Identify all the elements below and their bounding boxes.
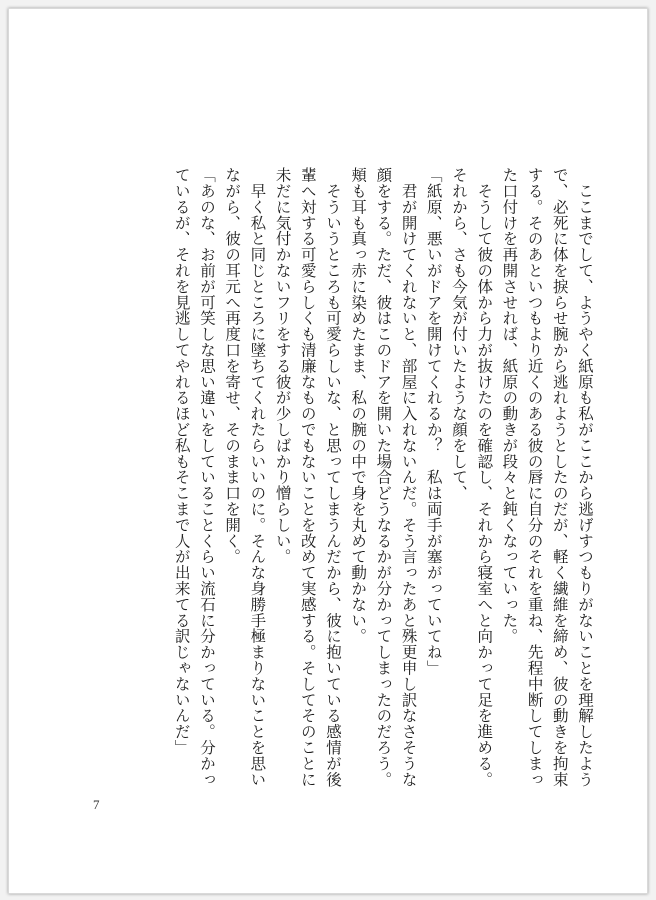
dialogue-paragraph: 「あのな、お前が可笑しな思い違いをしていることくらい流石に分かっている。分かっているが、それを見逃してやれるほど私もそこまで人が出来てる訳じゃないんだ」 — [172, 167, 216, 788]
page-number: 7 — [93, 797, 100, 812]
dialogue-paragraph: 「紙原、悪いがドアを開けてくれるか？ 私は両手が塞がっていてね」 — [424, 167, 443, 676]
paragraph: 君が開けてくれないと、部屋に入れないんだ。そう言ったあと殊更申し訳なさそうな顔をする。ただ、彼はこのドアを開いた場合どうなるかが分かってしまったのだろう。頬も耳も真っ赤に染めたまま、私の腕の中で身を丸めて動かない。 — [349, 167, 418, 788]
paragraph: 早く私と同じところに墜ちてくれたらいいのに。そんな身勝手極まりないことを思いながら、彼の耳元へ再度口を寄せ、そのまま口を開く。 — [223, 167, 267, 788]
paragraph: ここまでして、ようやく紙原も私がここから逃げすつもりがないことを理解したようで、必死に体を捩らせ腕から逃れようとしたのだが、軽く繊維を締め、彼の動きを拘束する。そのあといつもより近くのある彼の唇に自分のそれを重ね、先程中断してしまった口付けを再開させれば、紙原の動きが段々と鈍くなっていった。 — [500, 167, 594, 788]
paragraph: そういうところも可愛らしいな、と思ってしまうんだから、彼に抱いている感情が後輩へ対する可愛らしくも清廉なものでもないことを改めて実感する。そしてそのことに未だに気付かないフリをする彼が少しばかり憎らしい。 — [273, 167, 342, 788]
vertical-text-body — [169, 167, 597, 797]
paragraph: そうして彼の体から力が抜けたのを確認し、それから寝室へと向かって足を進める。それから、さも今気が付いたような顔をして、 — [449, 167, 494, 788]
book-page — [8, 8, 648, 894]
